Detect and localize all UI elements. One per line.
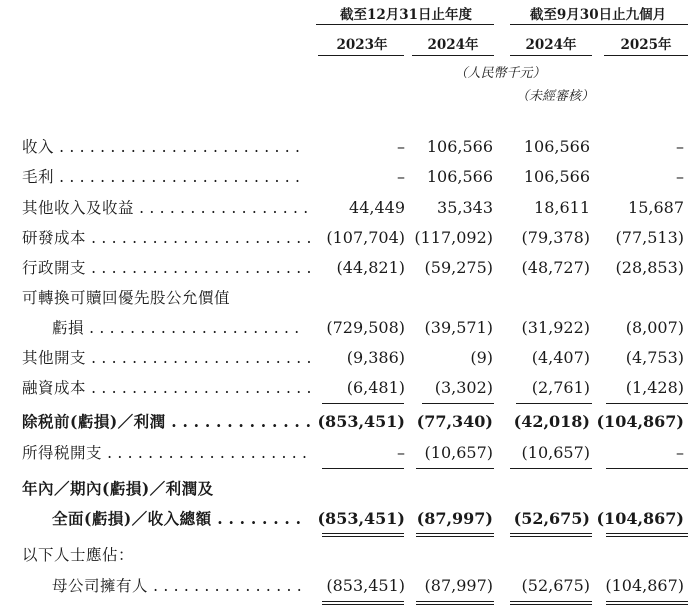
cell-2024b: (10,657)	[521, 443, 590, 462]
header-group-nine-months: 截至9月30日止九個月	[529, 7, 667, 23]
header-group-nine-months-rule	[510, 24, 688, 25]
row-label: 收入 . . .	[22, 135, 302, 159]
cell-2025: (77,513)	[615, 228, 684, 247]
owners-double-rule-2025	[606, 601, 688, 605]
row-label: 母公司擁有人 . . .	[52, 574, 302, 598]
header-year-2024-b: 2024年	[525, 37, 577, 53]
table-row-total-heading	[0, 477, 696, 501]
owners-double-rule-2023	[322, 601, 404, 605]
header-year-2023: 2023年	[336, 37, 388, 53]
cell-2023: (853,451)	[317, 412, 405, 431]
cell-2024a: (77,340)	[416, 412, 493, 431]
cell-2024b: (79,378)	[521, 228, 590, 247]
cell-2024b: (52,675)	[521, 576, 590, 595]
table-row-fair-value-loss	[0, 316, 696, 340]
row-label: 其他收入及收益 . . .	[22, 196, 312, 220]
cell-2025: (28,853)	[615, 258, 684, 277]
cell-2025: –	[676, 443, 684, 462]
cell-2023: (729,508)	[326, 318, 405, 337]
table-row-total-comprehensive	[0, 507, 696, 531]
cell-2023: (6,481)	[346, 378, 405, 397]
header-year-2024-a-rule	[412, 55, 494, 56]
cell-2023: 44,449	[349, 198, 405, 217]
row-label: 融資成本 . . .	[22, 376, 312, 400]
cell-2025: 15,687	[628, 198, 684, 217]
cell-2025: (104,867)	[596, 412, 684, 431]
table-row-loss-before-tax	[0, 410, 696, 434]
table-row-parent-owners	[0, 574, 696, 598]
cell-2023: (9,386)	[346, 348, 405, 367]
cell-2024b: 106,566	[523, 167, 590, 186]
header-year-2025-rule	[604, 55, 688, 56]
table-row-revenue	[0, 135, 696, 159]
subtotal-rule-2023	[322, 403, 404, 404]
cell-2025: –	[676, 167, 684, 186]
header-group-fiscal-year: 截至12月31日止年度	[339, 7, 473, 23]
total-double-rule-2024b	[510, 533, 592, 537]
cell-2024b: (31,922)	[521, 318, 590, 337]
cell-2024a: (87,997)	[424, 576, 493, 595]
cell-2024b: 18,611	[534, 198, 590, 217]
cell-2024a: (117,092)	[414, 228, 493, 247]
cell-2025: (104,867)	[596, 509, 684, 528]
total-double-rule-2023	[322, 533, 404, 537]
row-label: 全面(虧損)／收入總額 . . .	[52, 507, 302, 531]
cell-2024b: (48,727)	[521, 258, 590, 277]
total-rule-2024a	[416, 468, 494, 469]
cell-2023: –	[397, 137, 405, 156]
cell-2023: –	[397, 167, 405, 186]
table-row-admin-expenses	[0, 256, 696, 280]
audit-note: （未經審核）	[515, 89, 594, 104]
cell-2024a: 106,566	[426, 137, 493, 156]
owners-double-rule-2024a	[416, 601, 494, 605]
cell-2023: (853,451)	[326, 576, 405, 595]
cell-2024b: (52,675)	[513, 509, 590, 528]
subtotal-rule-2025	[606, 403, 688, 404]
cell-2023: (44,821)	[336, 258, 405, 277]
cell-2024b: 106,566	[523, 137, 590, 156]
row-label: 行政開支 . . .	[22, 256, 312, 280]
table-row-other-expenses	[0, 346, 696, 370]
header-year-2023-rule	[318, 55, 404, 56]
row-label: 虧損 . . .	[52, 316, 302, 340]
cell-2023: (107,704)	[326, 228, 405, 247]
total-rule-2023	[322, 468, 404, 469]
cell-2023: (853,451)	[317, 509, 405, 528]
cell-2025: (8,007)	[625, 318, 684, 337]
row-label: 可轉換可贖回優先股公允價值	[22, 289, 231, 307]
total-double-rule-2025	[606, 533, 688, 537]
cell-2024a: (87,997)	[416, 509, 493, 528]
cell-2024a: (59,275)	[424, 258, 493, 277]
cell-2024a: (10,657)	[424, 443, 493, 462]
cell-2024b: (2,761)	[531, 378, 590, 397]
cell-2024a: 35,343	[437, 198, 493, 217]
header-year-2024-b-rule	[510, 55, 592, 56]
cell-2023: –	[397, 443, 405, 462]
owners-double-rule-2024b	[510, 601, 592, 605]
table-row-income-tax	[0, 441, 696, 465]
row-label: 研發成本 . . .	[22, 226, 312, 250]
cell-2024b: (4,407)	[531, 348, 590, 367]
total-rule-2025	[606, 468, 688, 469]
subtotal-rule-2024b	[516, 403, 592, 404]
table-row-attributable-heading	[0, 543, 696, 567]
header-year-2024-a: 2024年	[427, 37, 479, 53]
cell-2025: –	[676, 137, 684, 156]
cell-2024b: (42,018)	[513, 412, 590, 431]
unit-note: （人民幣千元）	[454, 66, 546, 81]
row-label: 以下人士應佔：	[22, 546, 135, 564]
row-label: 所得税開支 . . .	[22, 441, 312, 465]
total-double-rule-2024a	[416, 533, 494, 537]
subtotal-rule-2024a	[422, 403, 494, 404]
total-rule-2024b	[510, 468, 592, 469]
table-row-other-income	[0, 196, 696, 220]
cell-2024a: (9)	[470, 348, 493, 367]
table-row-finance-costs	[0, 376, 696, 400]
cell-2024a: 106,566	[426, 167, 493, 186]
row-label: 除税前(虧損)／利潤 . . .	[22, 410, 312, 434]
cell-2025: (1,428)	[625, 378, 684, 397]
cell-2024a: (39,571)	[424, 318, 493, 337]
table-row-preferred-shares-heading	[0, 286, 696, 310]
header-year-2025: 2025年	[620, 37, 672, 53]
table-row-gross-profit	[0, 165, 696, 189]
row-label: 其他開支 . . .	[22, 346, 312, 370]
header-group-fiscal-year-rule	[316, 24, 494, 25]
cell-2025: (104,867)	[605, 576, 684, 595]
cell-2025: (4,753)	[625, 348, 684, 367]
row-label: 毛利 . . .	[22, 165, 302, 189]
row-label: 年內／期內(虧損)／利潤及	[22, 479, 214, 498]
cell-2024a: (3,302)	[434, 378, 493, 397]
table-row-rnd-costs	[0, 226, 696, 250]
